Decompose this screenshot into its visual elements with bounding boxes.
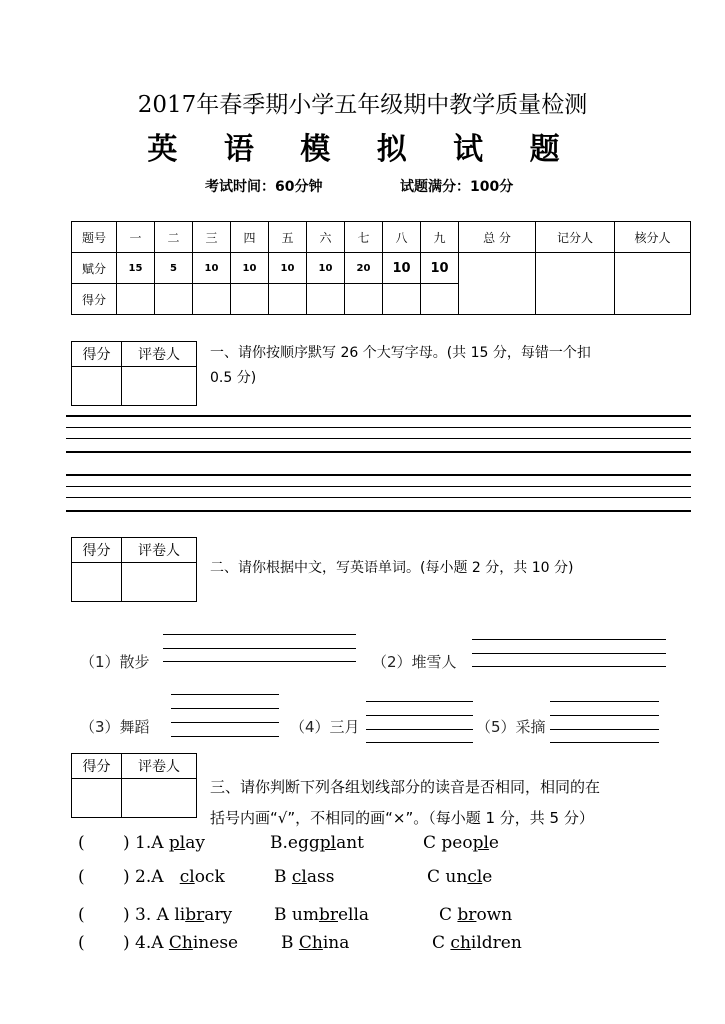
answer-paren-close: )	[123, 867, 130, 887]
table-cell: 八	[383, 222, 421, 253]
total-score-cell[interactable]	[459, 253, 536, 315]
grader-score-cell[interactable]	[72, 563, 122, 602]
table-cell: 一	[117, 222, 155, 253]
exam-title: 2017年春季期小学五年级期中教学质量检测	[137, 92, 588, 118]
score-entry-cell[interactable]	[345, 284, 383, 315]
table-cell: 10	[307, 253, 345, 284]
option-b: B China	[281, 933, 350, 953]
answer-paren-close: )	[123, 905, 130, 925]
word-item-4: （4）三月	[290, 718, 360, 736]
grader-reviewer-cell[interactable]	[122, 367, 197, 406]
word-item-5: （5）采摘	[476, 718, 546, 736]
section3-instructions	[210, 772, 600, 834]
answer-slot[interactable]	[98, 867, 122, 889]
option-a: 2.A clock	[135, 867, 225, 887]
grader-reviewer-cell[interactable]	[122, 563, 197, 602]
question-row-3	[78, 905, 698, 929]
grader-score-label: 得分	[72, 538, 122, 563]
question-row-4	[78, 933, 698, 957]
table-cell: 5	[155, 253, 193, 284]
score-entry-cell[interactable]	[269, 284, 307, 315]
score-table-header-row	[72, 222, 691, 253]
table-cell: 20	[345, 253, 383, 284]
option-c: C brown	[439, 905, 513, 925]
section2-instructions: 二、请你根据中文，写英语单词。(每小题 2 分，共 10 分)	[210, 560, 574, 576]
table-cell: 10	[269, 253, 307, 284]
grader-box-1	[71, 341, 197, 406]
option-a: 3. A library	[135, 905, 233, 925]
section1-instructions	[210, 341, 591, 391]
table-cell: 总 分	[459, 222, 536, 253]
answer-paren-close: )	[123, 833, 130, 853]
grader-reviewer-cell[interactable]	[122, 779, 197, 818]
grader-score-label: 得分	[72, 754, 122, 779]
option-c: C uncle	[427, 867, 493, 887]
option-c: C children	[432, 933, 522, 953]
option-c: C people	[423, 833, 499, 853]
answer-paren-open: (	[78, 833, 85, 853]
exam-time: 考试时间：60分钟	[205, 179, 323, 195]
section3-line2: 括号内画“√”，不相同的画“×”。（每小题 1 分，共 5 分）	[210, 809, 594, 827]
checker-cell[interactable]	[615, 253, 691, 315]
score-table	[71, 221, 691, 315]
option-b: B umbrella	[274, 905, 370, 925]
answer-slot[interactable]	[98, 933, 122, 955]
table-cell: 六	[307, 222, 345, 253]
score-entry-cell[interactable]	[307, 284, 345, 315]
question-row-1	[78, 833, 698, 857]
score-entry-cell[interactable]	[193, 284, 231, 315]
question-row-2	[78, 867, 698, 891]
scorer-cell[interactable]	[536, 253, 615, 315]
table-cell: 四	[231, 222, 269, 253]
section1-line1: 一、请你按顺序默写 26 个大写字母。(共 15 分，每错一个扣	[210, 345, 591, 361]
grader-box-3	[71, 753, 197, 818]
score-entry-cell[interactable]	[155, 284, 193, 315]
table-cell: 10	[231, 253, 269, 284]
table-cell: 赋分	[72, 253, 117, 284]
table-cell: 三	[193, 222, 231, 253]
option-a: 1.A play	[135, 833, 205, 853]
table-cell: 15	[117, 253, 155, 284]
table-cell: 10	[193, 253, 231, 284]
table-cell: 10	[421, 253, 459, 284]
grader-box-2	[71, 537, 197, 602]
score-entry-cell[interactable]	[117, 284, 155, 315]
table-cell: 五	[269, 222, 307, 253]
table-cell: 记分人	[536, 222, 615, 253]
table-cell: 题号	[72, 222, 117, 253]
exam-full-score: 试题满分：100分	[400, 179, 514, 195]
option-b: B.eggplant	[270, 833, 364, 853]
section1-line2: 0.5 分)	[210, 370, 257, 386]
section3-line1: 三、请你判断下列各组划线部分的读音是否相同，相同的在	[210, 778, 601, 796]
score-entry-cell[interactable]	[231, 284, 269, 315]
answer-paren-open: (	[78, 905, 85, 925]
grader-score-cell[interactable]	[72, 779, 122, 818]
answer-paren-close: )	[123, 933, 130, 953]
answer-paren-open: (	[78, 867, 85, 887]
answer-paren-open: (	[78, 933, 85, 953]
score-entry-cell[interactable]	[383, 284, 421, 315]
grader-score-label: 得分	[72, 342, 122, 367]
answer-slot[interactable]	[98, 905, 122, 927]
score-entry-cell[interactable]	[421, 284, 459, 315]
table-cell: 七	[345, 222, 383, 253]
grader-score-cell[interactable]	[72, 367, 122, 406]
table-cell: 二	[155, 222, 193, 253]
grader-reviewer-label: 评卷人	[122, 754, 197, 779]
word-item-1: （1）散步	[80, 653, 150, 671]
table-cell: 九	[421, 222, 459, 253]
score-table-points-row	[72, 253, 691, 284]
word-item-2: （2）堆雪人	[372, 653, 457, 671]
grader-reviewer-label: 评卷人	[122, 342, 197, 367]
exam-subtitle: 英 语 模 拟 试 题	[147, 132, 578, 167]
word-item-3: （3）舞蹈	[80, 718, 150, 736]
table-cell: 核分人	[615, 222, 691, 253]
grader-reviewer-label: 评卷人	[122, 538, 197, 563]
option-b: B class	[274, 867, 335, 887]
answer-slot[interactable]	[98, 833, 122, 855]
table-cell: 10	[383, 253, 421, 284]
table-cell: 得分	[72, 284, 117, 315]
option-a: 4.A Chinese	[135, 933, 239, 953]
